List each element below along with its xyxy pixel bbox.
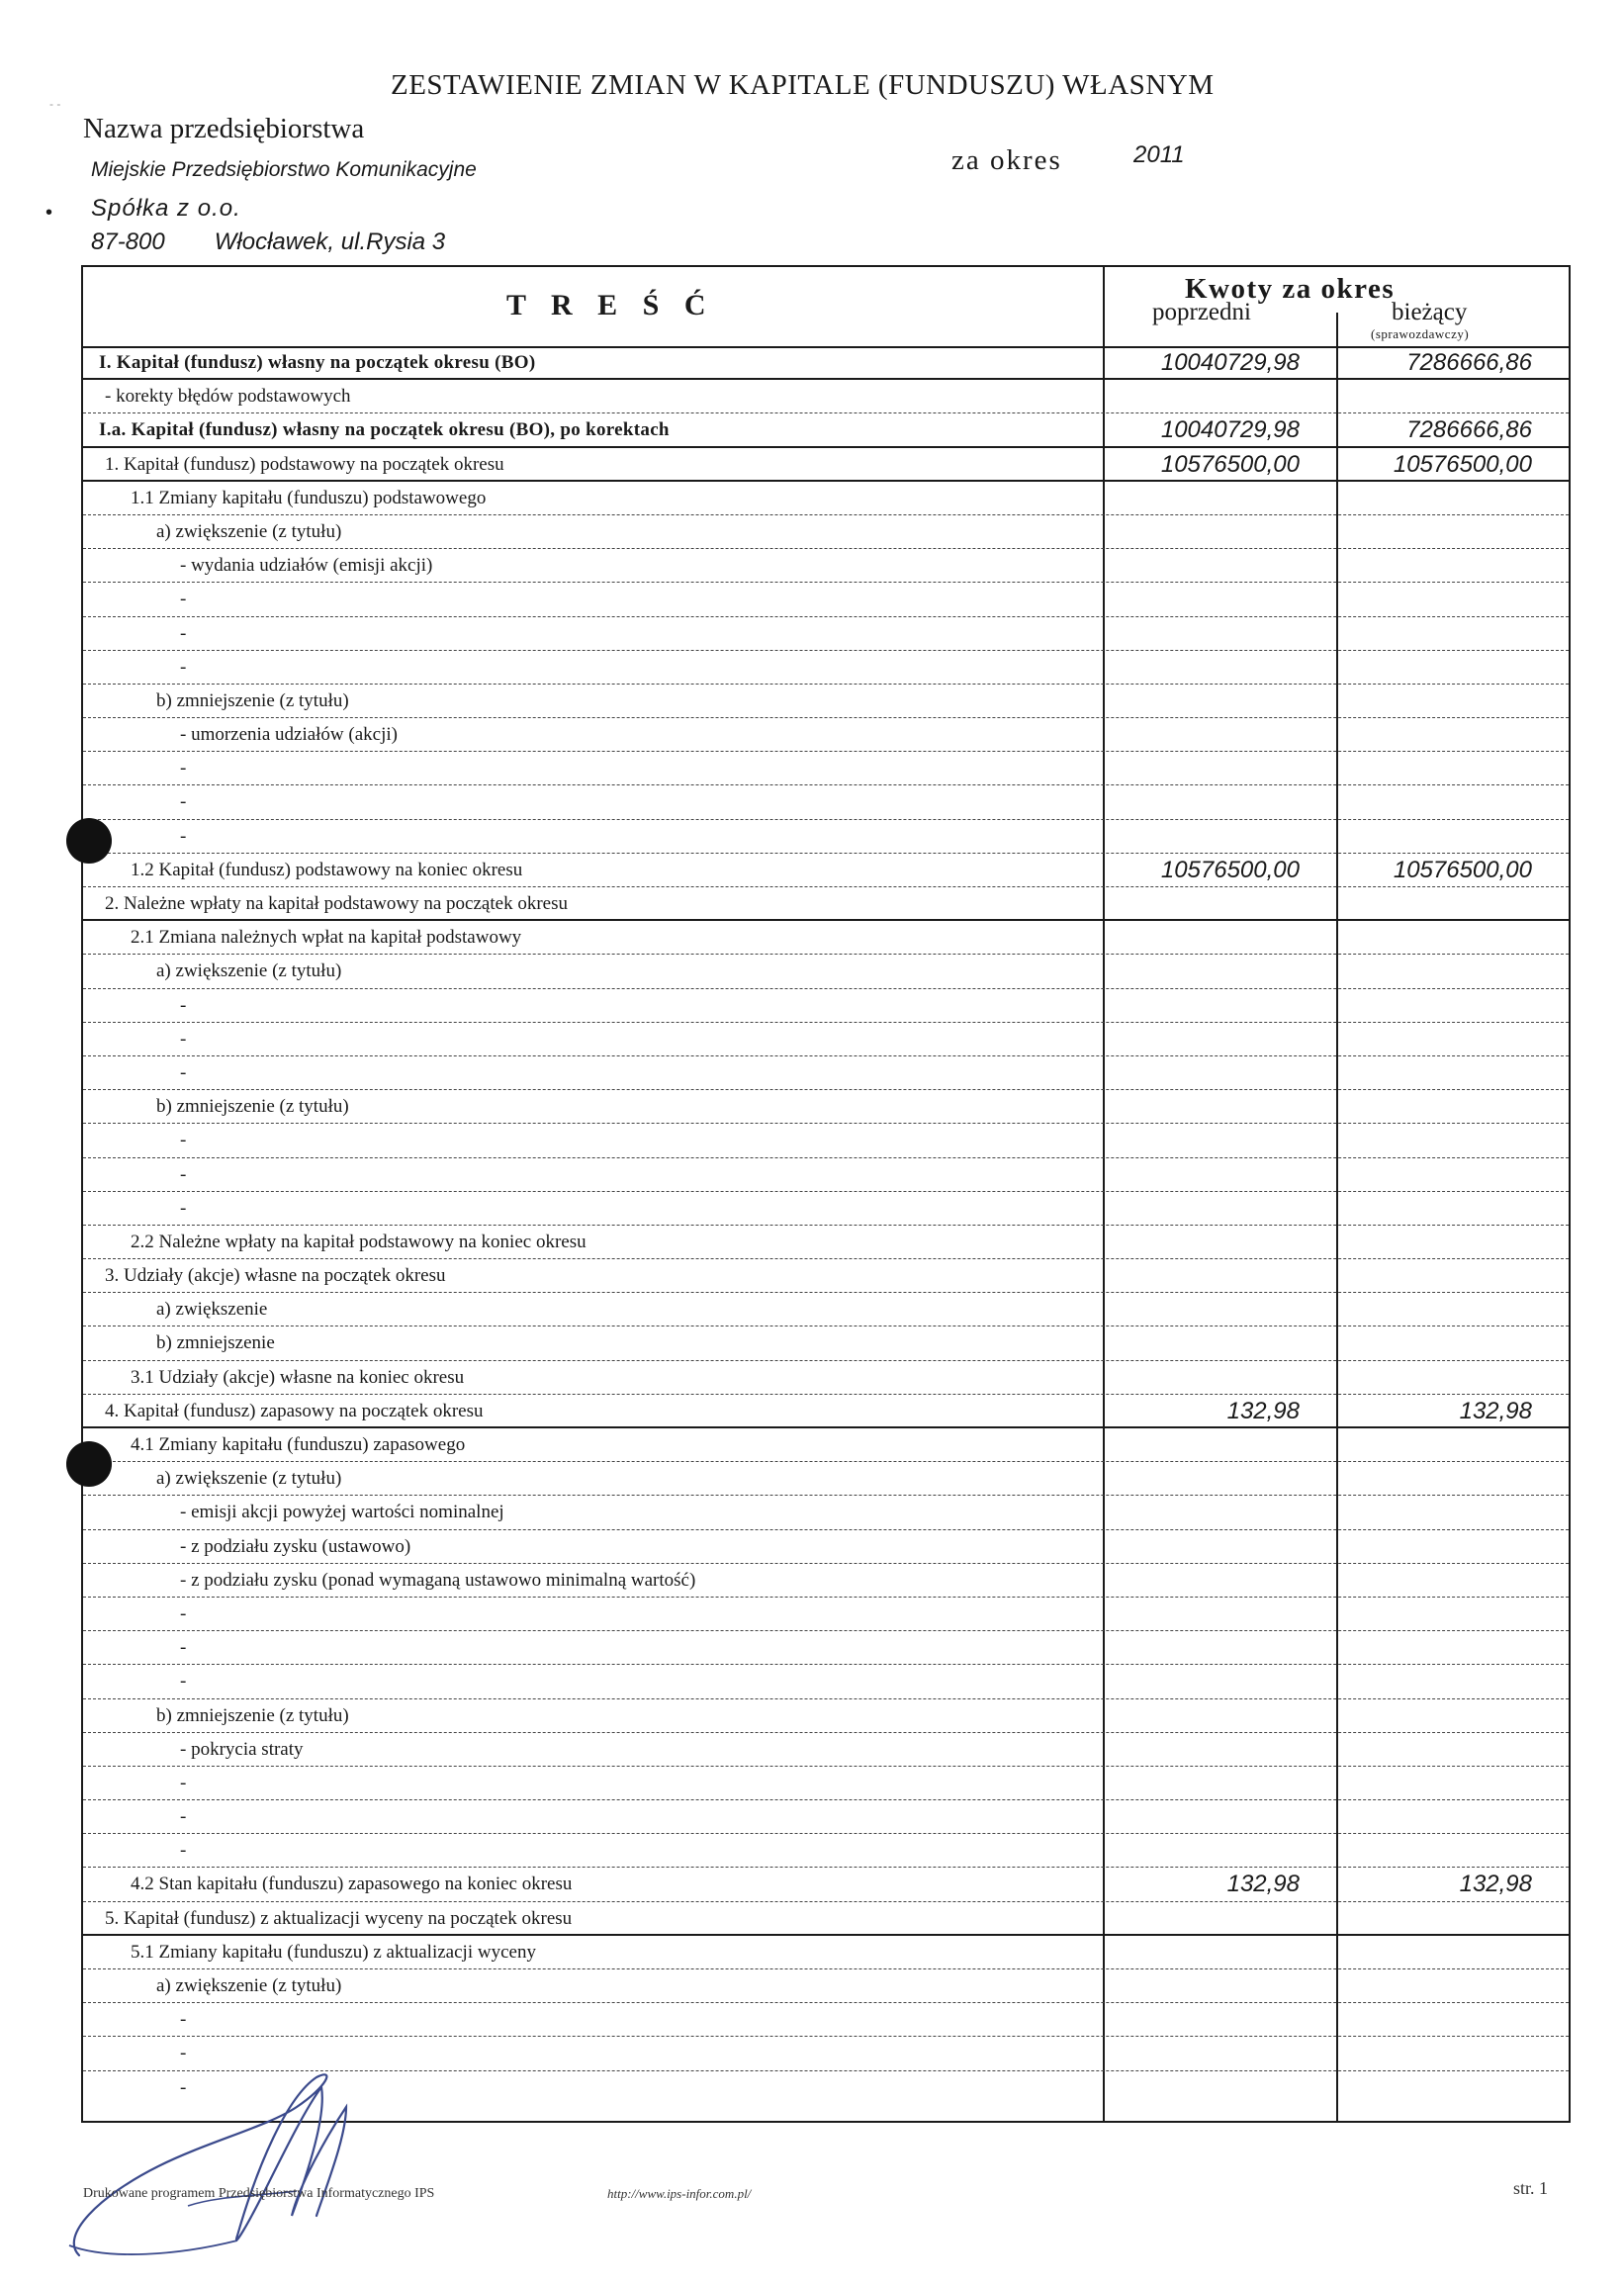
period-value: 2011 — [1133, 141, 1185, 168]
row-label: 3. Udziały (akcje) własne na początek okresu — [105, 1265, 446, 1287]
table-row — [83, 1631, 1569, 1665]
row-label: - — [180, 2076, 187, 2098]
row-label: 2.1 Zmiana należnych wpłat na kapitał podstawowy — [131, 927, 522, 949]
row-label: - — [180, 825, 187, 847]
row-label: - emisji akcji powyżej wartości nominalnej — [180, 1502, 504, 1523]
row-label: - z podziału zysku (ustawowo) — [180, 1535, 411, 1557]
row-label: - pokrycia straty — [180, 1738, 304, 1760]
table-row — [83, 617, 1569, 651]
table-row — [83, 549, 1569, 583]
company-label: Nazwa przedsiębiorstwa — [83, 113, 365, 144]
row-label: - — [180, 994, 187, 1016]
table-row — [83, 752, 1569, 785]
row-label: - — [180, 589, 187, 610]
table-row — [83, 583, 1569, 616]
row-label: b) zmniejszenie — [156, 1332, 275, 1354]
table-row — [83, 1834, 1569, 1868]
row-label: 4.1 Zmiany kapitału (funduszu) zapasowego — [131, 1434, 466, 1455]
table-row — [83, 685, 1569, 718]
table-row — [83, 1800, 1569, 1834]
row-label: - — [180, 1130, 187, 1151]
row-label: - — [180, 1671, 187, 1692]
table-row — [83, 1226, 1569, 1259]
row-label: - — [180, 1806, 187, 1828]
table-row — [83, 1192, 1569, 1226]
postal-code: 87-800 — [91, 229, 165, 255]
scan-mark: - - — [49, 97, 61, 111]
table-row — [83, 1868, 1569, 1901]
table-row — [83, 785, 1569, 819]
table-row — [83, 1530, 1569, 1564]
table-row — [83, 921, 1569, 955]
current-period-value: 132,98 — [1459, 1871, 1532, 1898]
company-address — [91, 229, 445, 256]
table-row — [83, 448, 1569, 482]
column-current-subheader: (sprawozdawczy) — [1371, 326, 1470, 341]
current-period-value: 132,98 — [1459, 1397, 1532, 1424]
table-row — [83, 1023, 1569, 1056]
row-label: a) zwiększenie (z tytułu) — [156, 520, 342, 542]
table-row — [83, 1936, 1569, 1969]
table-body — [83, 346, 1569, 2105]
row-label: - z podziału zysku (ponad wymaganą ustawowo minimalną wartość) — [180, 1569, 696, 1591]
row-label: a) zwiększenie (z tytułu) — [156, 1975, 342, 1996]
table-row — [83, 1293, 1569, 1326]
table-row — [83, 1056, 1569, 1090]
table-row — [83, 1733, 1569, 1767]
row-label: I.a. Kapitał (fundusz) własny na początek okresu (BO), po korektach — [99, 419, 670, 441]
previous-period-value: 132,98 — [1226, 1871, 1300, 1898]
row-label: - — [180, 1840, 187, 1862]
table-row — [83, 1496, 1569, 1529]
table-row — [83, 380, 1569, 413]
company-name: Miejskie Przedsiębiorstwo Komunikacyjne — [91, 158, 477, 181]
row-label: - — [180, 2043, 187, 2064]
table-row — [83, 887, 1569, 921]
table-row — [83, 854, 1569, 887]
table-row — [83, 1462, 1569, 1496]
previous-period-value: 10576500,00 — [1160, 450, 1300, 478]
table-row — [83, 1326, 1569, 1360]
row-label: - — [180, 1197, 187, 1219]
row-label: 4.2 Stan kapitału (funduszu) zapasowego na koniec okresu — [131, 1874, 573, 1895]
current-period-value: 7286666,86 — [1406, 349, 1532, 376]
column-amounts-header: Kwoty za okres — [1185, 273, 1396, 305]
row-label: - korekty błędów podstawowych — [105, 386, 351, 408]
table-row — [83, 1090, 1569, 1124]
row-label: - — [180, 1602, 187, 1624]
row-label: b) zmniejszenie (z tytułu) — [156, 1096, 349, 1118]
row-label: - — [180, 1772, 187, 1793]
table-row — [83, 346, 1569, 380]
table-row — [83, 1564, 1569, 1598]
row-label: 2.2 Należne wpłaty na kapitał podstawowy na koniec okresu — [131, 1231, 586, 1252]
table-row — [83, 1767, 1569, 1800]
row-label: - wydania udziałów (emisji akcji) — [180, 555, 433, 577]
company-form: Spółka z o.o. — [91, 195, 241, 222]
table-row — [83, 1902, 1569, 1936]
row-label: 5. Kapitał (fundusz) z aktualizacji wyceny na początek okresu — [105, 1907, 573, 1929]
row-label: a) zwiększenie — [156, 1299, 268, 1321]
table-row — [83, 413, 1569, 447]
row-label: - — [180, 656, 187, 678]
row-label: 1. Kapitał (fundusz) podstawowy na początek okresu — [105, 453, 504, 475]
row-label: 4. Kapitał (fundusz) zapasowy na początek okresu — [105, 1400, 484, 1421]
row-label: - — [180, 1028, 187, 1050]
table-row — [83, 515, 1569, 549]
table-row — [83, 1395, 1569, 1428]
row-label: 1.1 Zmiany kapitału (funduszu) podstawowego — [131, 487, 487, 508]
previous-period-value: 10040729,98 — [1160, 416, 1300, 444]
page-number: str. 1 — [1513, 2178, 1549, 2198]
punch-hole — [66, 1441, 112, 1487]
table-row — [83, 718, 1569, 752]
previous-period-value: 132,98 — [1226, 1397, 1300, 1424]
table-header — [83, 267, 1569, 348]
previous-period-value: 10576500,00 — [1160, 856, 1300, 883]
table-row — [83, 1124, 1569, 1157]
row-label: b) zmniejszenie (z tytułu) — [156, 689, 349, 711]
period-label: za okres — [951, 144, 1062, 176]
row-label: - — [180, 791, 187, 813]
column-previous-header: poprzedni — [1152, 299, 1251, 325]
row-label: - — [180, 622, 187, 644]
current-period-value: 10576500,00 — [1393, 450, 1532, 478]
table-row — [83, 1259, 1569, 1293]
table-row — [83, 1428, 1569, 1462]
table-row — [83, 1699, 1569, 1733]
punch-hole — [66, 818, 112, 864]
row-label: - umorzenia udziałów (akcji) — [180, 724, 398, 746]
table-row — [83, 1598, 1569, 1631]
table-row — [83, 989, 1569, 1023]
row-label: a) zwiększenie (z tytułu) — [156, 960, 342, 982]
row-label: b) zmniejszenie (z tytułu) — [156, 1704, 349, 1726]
current-period-value: 10576500,00 — [1393, 856, 1532, 883]
row-label: 2. Należne wpłaty na kapitał podstawowy na początek okresu — [105, 893, 568, 914]
scan-mark-tick: • — [45, 202, 53, 224]
column-divider-periods-header — [1336, 313, 1338, 346]
street-address: Włocławek, ul.Rysia 3 — [214, 229, 446, 255]
previous-period-value: 10040729,98 — [1160, 349, 1300, 376]
column-current-header: bieżący — [1392, 299, 1468, 325]
document-title: ZESTAWIENIE ZMIAN W KAPITALE (FUNDUSZU) WŁASNYM — [391, 69, 1215, 101]
row-label: 5.1 Zmiany kapitału (funduszu) z aktualizacji wyceny — [131, 1941, 536, 1963]
table-row — [83, 955, 1569, 988]
row-label: 3.1 Udziały (akcje) własne na koniec okresu — [131, 1366, 465, 1388]
row-label: I. Kapitał (fundusz) własny na początek okresu (BO) — [99, 352, 536, 373]
table-row — [83, 2003, 1569, 2037]
column-content-header: T R E Ś Ć — [506, 289, 715, 321]
row-label: - — [180, 2009, 187, 2031]
table-row — [83, 820, 1569, 854]
table-row — [83, 1969, 1569, 2003]
row-label: 1.2 Kapitał (fundusz) podstawowy na koniec okresu — [131, 859, 523, 880]
table-row — [83, 482, 1569, 515]
table-row — [83, 1158, 1569, 1192]
table-row — [83, 651, 1569, 685]
row-label: - — [180, 1637, 187, 1659]
row-label: a) zwiększenie (z tytułu) — [156, 1468, 342, 1490]
table-row — [83, 1361, 1569, 1395]
row-label: - — [180, 758, 187, 779]
handwritten-signature — [40, 2048, 455, 2275]
row-label: - — [180, 1061, 187, 1083]
capital-changes-table — [81, 265, 1571, 2123]
table-row — [83, 1665, 1569, 1698]
footer-url: http://www.ips-infor.com.pl/ — [607, 2186, 752, 2201]
row-label: - — [180, 1163, 187, 1185]
footer-printed-by: Drukowane programem Przedsiębiorstwa Informatycznego IPS — [83, 2186, 435, 2201]
current-period-value: 7286666,86 — [1406, 416, 1532, 444]
